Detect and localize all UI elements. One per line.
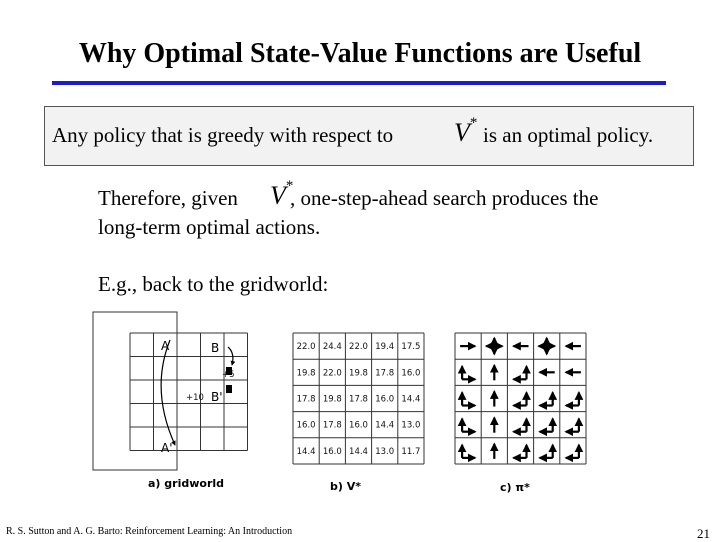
value-cell: 14.4 (296, 446, 316, 457)
para1-line2: long-term optimal actions. (98, 215, 321, 239)
slide-title: Why Optimal State-Value Functions are Useful (78, 38, 642, 69)
value-cell: 16.0 (401, 368, 421, 379)
value-cell: 24.4 (322, 342, 342, 353)
value-cell: 14.4 (349, 446, 368, 457)
value-cell: 22.0 (322, 368, 342, 379)
caption-vstar: b) V* (330, 480, 361, 493)
box-vstar-symbol: V* (454, 115, 478, 147)
caption-gridworld: a) gridworld (148, 477, 225, 490)
value-cell: 17.8 (296, 394, 316, 405)
caption-policy: c) π* (500, 481, 530, 494)
value-cell: 17.8 (349, 394, 368, 405)
bprime-marker (226, 385, 232, 393)
label-b: B (211, 341, 220, 355)
policy-grid (455, 333, 586, 464)
value-cell: 19.8 (322, 394, 342, 405)
value-cell: 19.8 (296, 368, 316, 379)
value-cell: 19.4 (375, 342, 395, 353)
value-cell: 22.0 (296, 342, 316, 353)
gridworld-figure (90, 305, 600, 505)
label-plus5: +5 (222, 370, 235, 380)
box-text-after: is an optimal policy. (483, 123, 654, 147)
value-cell: 17.8 (375, 368, 395, 379)
value-cell: 14.4 (401, 394, 421, 405)
vstar-grid (293, 333, 424, 464)
a-to-aprime-arrow (161, 340, 175, 445)
title-underline (52, 81, 666, 85)
footer-citation: R. S. Sutton and A. G. Barto: Reinforcement Learning: An Introduction (6, 526, 293, 537)
value-cell: 17.8 (322, 420, 342, 431)
value-cell: 16.0 (296, 420, 316, 431)
page-number: 21 (697, 526, 710, 541)
value-cell: 16.0 (322, 446, 342, 457)
value-cell: 16.0 (349, 420, 368, 431)
value-cell: 11.7 (401, 446, 421, 457)
value-cell: 13.0 (401, 420, 421, 431)
value-cell: 22.0 (349, 342, 368, 353)
para1-line1-after: , one-step-ahead search produces the (290, 186, 599, 210)
label-bprime: B' (211, 390, 223, 404)
value-cell: 14.4 (375, 420, 395, 431)
value-cell: 16.0 (375, 394, 395, 405)
label-aprime: A' (161, 441, 173, 455)
value-cell: 13.0 (375, 446, 395, 457)
para1-line1-before: Therefore, given (98, 186, 238, 210)
para2-text: E.g., back to the gridworld: (98, 272, 329, 296)
value-cell: 19.8 (349, 368, 368, 379)
policy-panel (455, 333, 586, 494)
box-text-before: Any policy that is greedy with respect to (52, 123, 394, 147)
gridworld-panel (93, 312, 248, 490)
para1-vstar-symbol: V* (270, 178, 294, 210)
label-a: A (161, 339, 170, 353)
value-cell: 17.5 (401, 342, 421, 353)
label-plus10: +10 (186, 393, 204, 403)
vstar-panel (293, 333, 424, 493)
